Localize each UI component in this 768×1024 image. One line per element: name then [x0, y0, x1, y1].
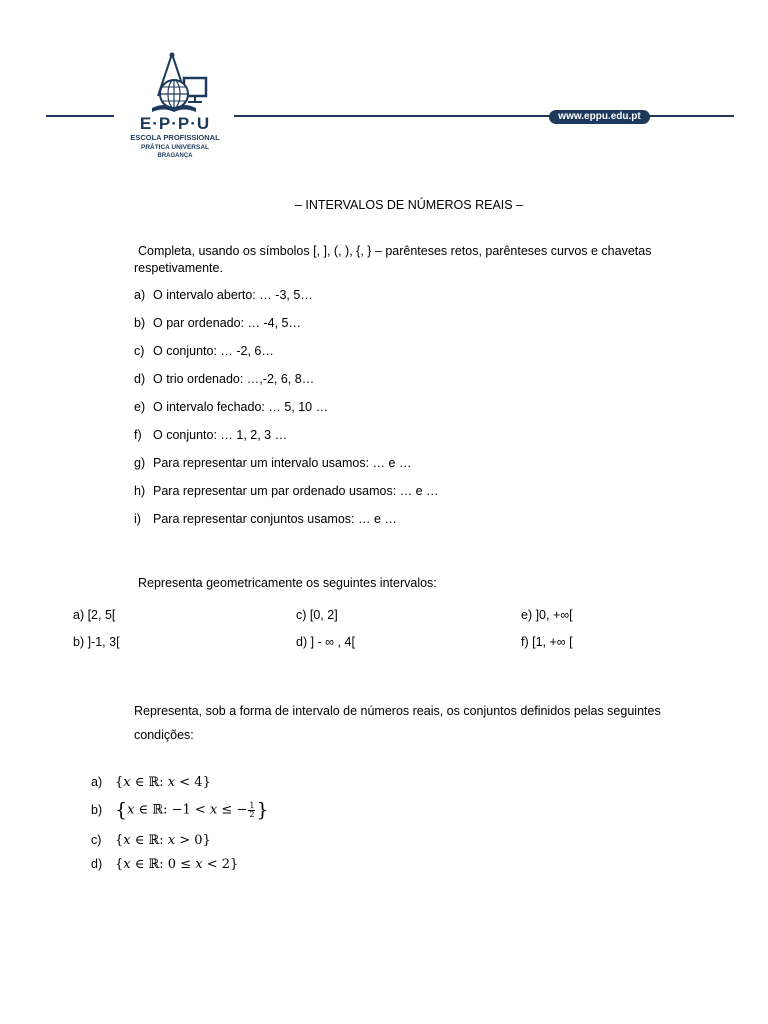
item-label: b) — [91, 802, 103, 817]
exercise2-item: c) [0, 2] — [296, 608, 338, 622]
exercise3-item — [91, 833, 211, 848]
exercise1-item — [134, 456, 411, 470]
exercise2-item: e) ]0, +∞[ — [521, 608, 573, 622]
logo-school-name: ESCOLA PROFISSIONAL — [130, 133, 220, 142]
logo-graphic — [150, 52, 210, 114]
item-label: e) — [134, 400, 146, 414]
page-title: – INTERVALOS DE NÚMEROS REAIS – — [294, 198, 524, 212]
exercise3-instruction: Representa, sob a forma de intervalo de números reais, os conjuntos definidos pelas seguintes — [134, 704, 661, 718]
item-label: a) — [91, 775, 103, 789]
item-text: Para representar um intervalo usamos: … e … — [153, 456, 412, 470]
header-rule-left — [46, 115, 114, 117]
item-text: O intervalo aberto: … -3, 5… — [153, 288, 313, 302]
exercise3-instruction-cont: condições: — [134, 728, 194, 742]
item-text: O conjunto: … -2, 6… — [153, 344, 274, 358]
close-brace: } — [256, 799, 269, 821]
website-url: www.eppu.edu.pt — [549, 110, 650, 124]
exercise1-item — [134, 400, 328, 414]
exercise1-item — [134, 428, 287, 442]
exercise1-item — [134, 316, 301, 330]
exercise1-item — [134, 372, 314, 386]
open-brace: { — [115, 799, 128, 821]
exercise2-item: a) [2, 5[ — [73, 608, 116, 622]
item-label: f) — [134, 428, 142, 442]
item-label: c) — [134, 344, 145, 358]
fraction-numerator: 1 — [249, 800, 255, 810]
exercise2-item: d) ] - ∞ , 4[ — [296, 635, 355, 649]
exercise3-item — [91, 857, 238, 872]
exercise2-instruction: Representa geometricamente os seguintes intervalos: — [138, 576, 437, 590]
item-label: h) — [134, 484, 146, 498]
fraction — [248, 802, 255, 819]
exercise3-item — [91, 775, 211, 790]
item-label: b) — [134, 316, 146, 330]
item-text: O trio ordenado: …,-2, 6, 8… — [153, 372, 315, 386]
item-label: a) — [134, 288, 146, 302]
set-condition: 𝑥 ∈ ℝ: −1 < 𝑥 ≤ − — [127, 802, 248, 818]
header-rule-middle — [234, 115, 552, 117]
exercise1-item — [134, 344, 274, 358]
item-label: d) — [91, 857, 103, 871]
exercise1-item — [134, 484, 439, 498]
item-label: c) — [91, 833, 102, 847]
exercise2-item: f) [1, +∞ [ — [521, 635, 573, 649]
logo-school-subtitle: PRÁTICA UNIVERSAL — [140, 144, 209, 151]
item-text: O conjunto: … 1, 2, 3 … — [153, 428, 288, 442]
logo-letters: E·P·P·U — [139, 114, 211, 133]
exercise3-item — [91, 799, 269, 821]
fraction-denominator: 2 — [249, 809, 255, 819]
item-text: O par ordenado: … -4, 5… — [153, 316, 301, 330]
item-label: g) — [134, 456, 146, 470]
item-text: O intervalo fechado: … 5, 10 … — [153, 400, 329, 414]
exercise2-item: b) ]-1, 3[ — [73, 635, 120, 649]
item-label: d) — [134, 372, 146, 386]
set-condition: {𝑥 ∈ ℝ: 𝑥 > 0} — [115, 833, 211, 848]
logo-school-city: BRAGANÇA — [157, 153, 193, 159]
item-text: Para representar conjuntos usamos: … e … — [153, 512, 397, 526]
exercise1-item — [134, 512, 397, 526]
set-condition: {𝑥 ∈ ℝ: 0 ≤ 𝑥 < 2} — [115, 857, 239, 872]
exercise1-instruction: Completa, usando os símbolos [, ], (, ), {, } – parênteses retos, parênteses curvos e chavetas respetivamente. — [134, 244, 652, 275]
set-condition: {𝑥 ∈ ℝ: 𝑥 < 4} — [115, 775, 211, 790]
item-text: Para representar um par ordenado usamos: … e … — [153, 484, 439, 498]
item-label: i) — [134, 512, 141, 526]
exercise1-item — [134, 288, 313, 302]
header-rule-right — [648, 115, 734, 117]
